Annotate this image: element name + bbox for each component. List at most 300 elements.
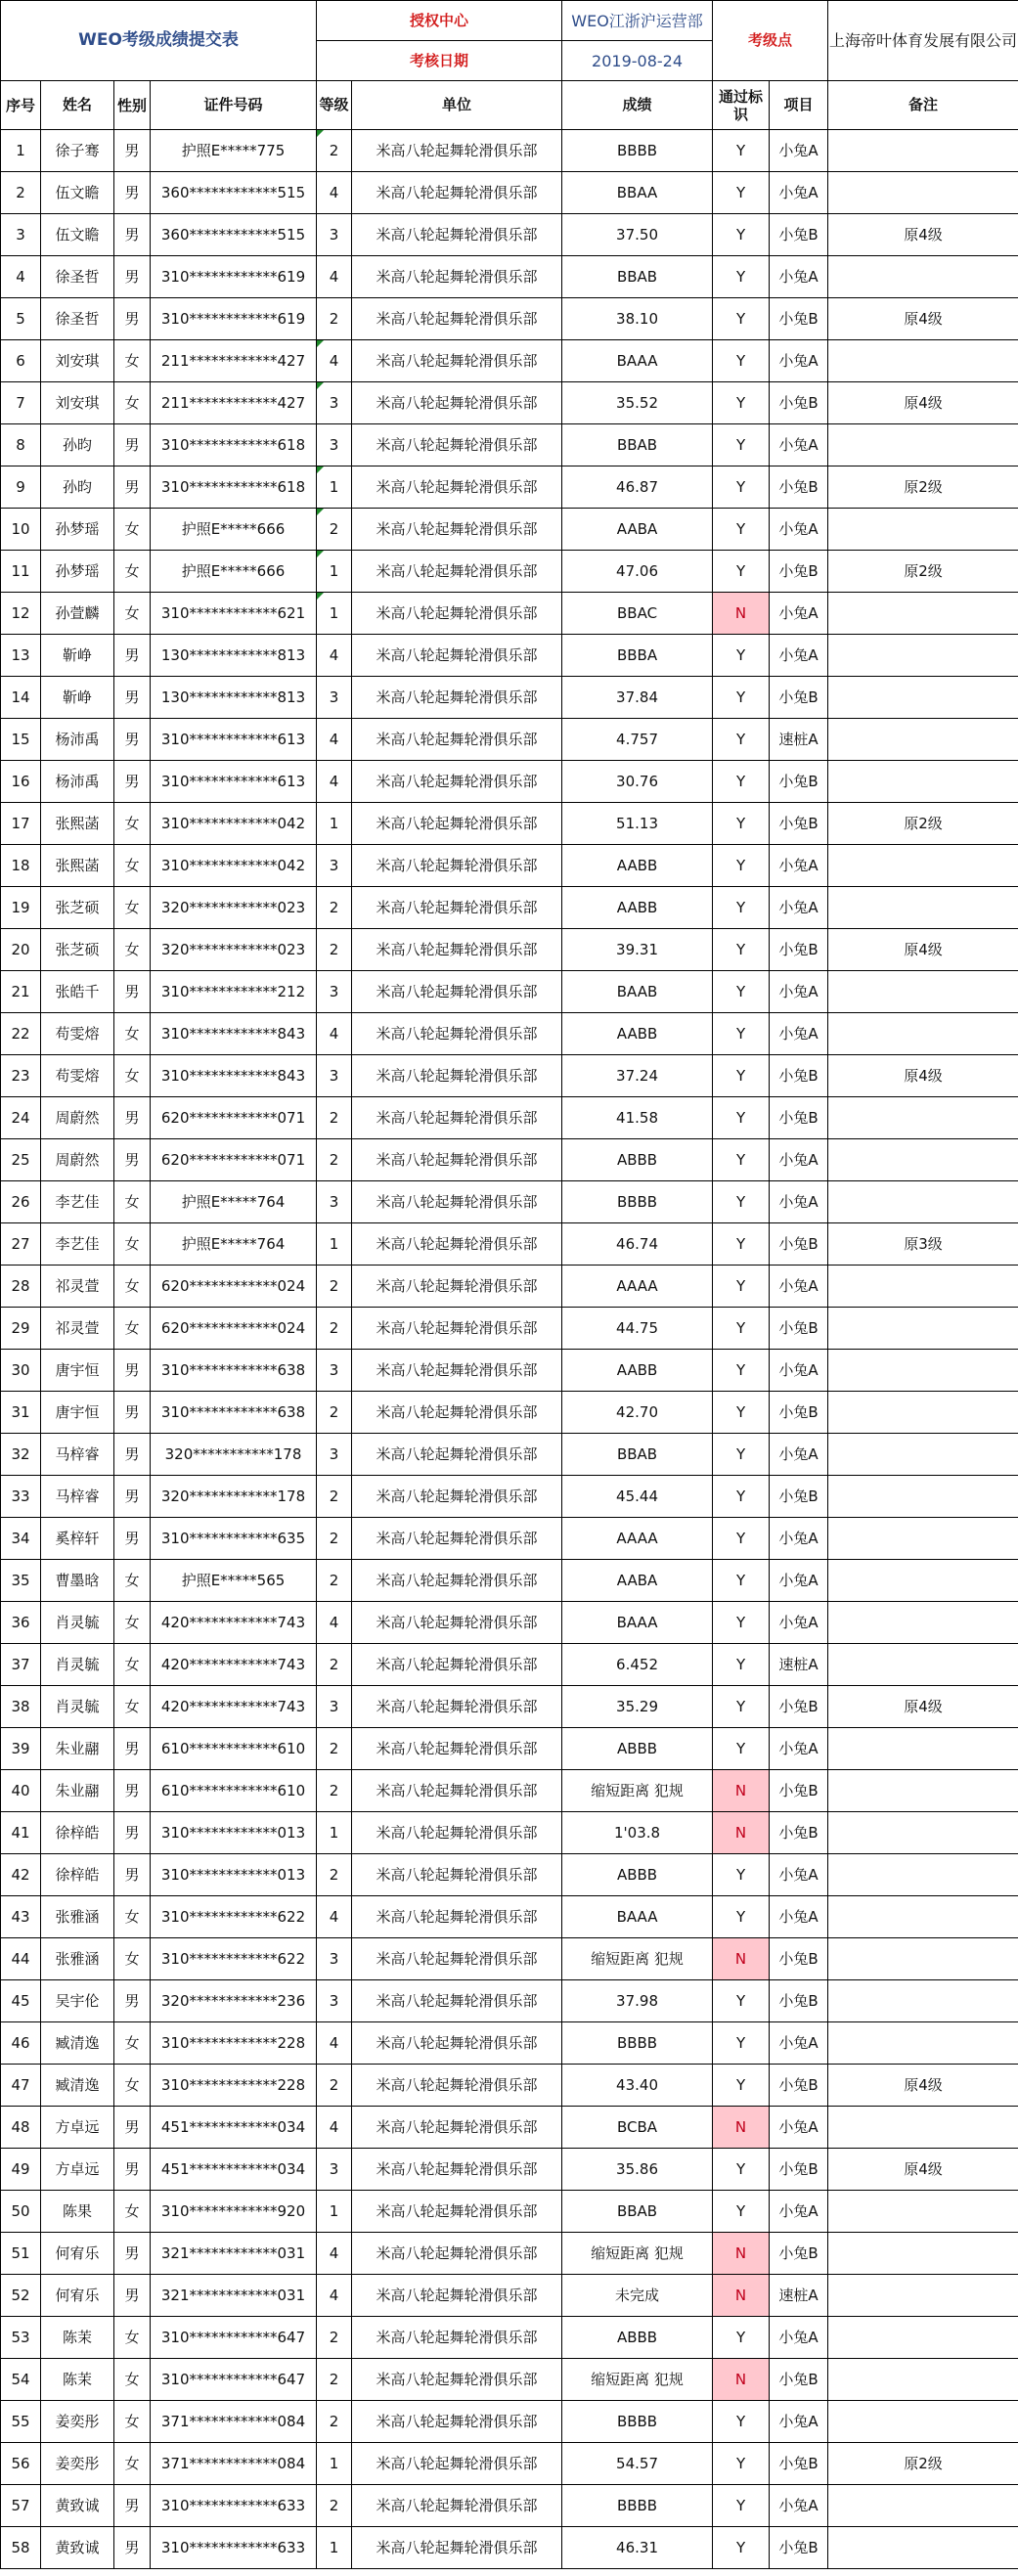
row-pass: N — [713, 2275, 770, 2317]
row-score: 37.84 — [562, 677, 713, 719]
row-score: AABB — [562, 1350, 713, 1392]
row-id: 310************920 — [151, 2191, 317, 2233]
row-note — [828, 2275, 1018, 2317]
row-name: 马梓睿 — [41, 1476, 114, 1518]
row-gender: 男 — [114, 2275, 151, 2317]
row-item: 小兔A — [770, 2401, 828, 2443]
row-gender: 女 — [114, 2359, 151, 2401]
row-unit: 米高八轮起舞轮滑俱乐部 — [352, 2401, 562, 2443]
row-name: 张芝硕 — [41, 887, 114, 929]
auth-center-label: 授权中心 — [317, 1, 562, 41]
table-row — [1, 130, 1018, 172]
table-row — [1, 593, 1018, 635]
row-pass: N — [713, 1938, 770, 1980]
row-id: 320************236 — [151, 1980, 317, 2022]
row-score: BBAB — [562, 1434, 713, 1476]
row-unit: 米高八轮起舞轮滑俱乐部 — [352, 593, 562, 635]
table-row — [1, 424, 1018, 466]
row-no: 40 — [1, 1770, 41, 1812]
row-name: 刘安琪 — [41, 340, 114, 382]
row-pass: Y — [713, 719, 770, 761]
row-name: 黄致诚 — [41, 2527, 114, 2569]
row-unit: 米高八轮起舞轮滑俱乐部 — [352, 887, 562, 929]
row-item: 小兔A — [770, 1139, 828, 1181]
row-note — [828, 1181, 1018, 1223]
row-no: 34 — [1, 1518, 41, 1560]
row-name: 周蔚然 — [41, 1097, 114, 1139]
row-name: 刘安琪 — [41, 382, 114, 424]
row-name: 周蔚然 — [41, 1139, 114, 1181]
row-score: 37.50 — [562, 214, 713, 256]
row-item: 小兔B — [770, 1812, 828, 1854]
row-score: AAAA — [562, 1518, 713, 1560]
row-name: 吴宇伦 — [41, 1980, 114, 2022]
row-no: 43 — [1, 1896, 41, 1938]
row-level: 2 — [317, 298, 352, 340]
row-id: 310************633 — [151, 2527, 317, 2569]
row-no: 39 — [1, 1728, 41, 1770]
row-name: 靳峥 — [41, 635, 114, 677]
table-row — [1, 1308, 1018, 1350]
row-pass: Y — [713, 677, 770, 719]
row-id: 130************813 — [151, 635, 317, 677]
row-note: 原4级 — [828, 929, 1018, 971]
column-header-row — [1, 81, 1018, 130]
row-gender: 男 — [114, 256, 151, 298]
row-gender: 男 — [114, 719, 151, 761]
row-item: 小兔A — [770, 2191, 828, 2233]
row-level: 2 — [317, 509, 352, 551]
row-level: 2 — [317, 130, 352, 172]
table-row — [1, 2485, 1018, 2527]
row-id: 310************633 — [151, 2485, 317, 2527]
row-note — [828, 887, 1018, 929]
row-no: 33 — [1, 1476, 41, 1518]
row-id: 320************023 — [151, 929, 317, 971]
row-pass: Y — [713, 1392, 770, 1434]
row-gender: 女 — [114, 2317, 151, 2359]
row-item: 小兔A — [770, 2022, 828, 2065]
row-no: 41 — [1, 1812, 41, 1854]
row-level: 2 — [317, 1308, 352, 1350]
row-gender: 女 — [114, 1181, 151, 1223]
row-name: 伍文瞻 — [41, 214, 114, 256]
row-level: 4 — [317, 719, 352, 761]
row-item: 小兔A — [770, 593, 828, 635]
row-name: 黄致诚 — [41, 2485, 114, 2527]
row-level: 3 — [317, 1938, 352, 1980]
row-note: 原4级 — [828, 2149, 1018, 2191]
row-pass: Y — [713, 551, 770, 593]
row-no: 28 — [1, 1266, 41, 1308]
row-score: ABBB — [562, 1139, 713, 1181]
row-gender: 男 — [114, 677, 151, 719]
row-unit: 米高八轮起舞轮滑俱乐部 — [352, 1181, 562, 1223]
row-id: 420************743 — [151, 1644, 317, 1686]
row-name: 陈果 — [41, 2191, 114, 2233]
row-level: 1 — [317, 2191, 352, 2233]
table-row — [1, 803, 1018, 845]
row-gender: 女 — [114, 845, 151, 887]
row-unit: 米高八轮起舞轮滑俱乐部 — [352, 1434, 562, 1476]
row-note — [828, 1518, 1018, 1560]
row-id: 310************843 — [151, 1013, 317, 1055]
row-score: 未完成 — [562, 2275, 713, 2317]
row-level: 2 — [317, 1097, 352, 1139]
row-score: BBBA — [562, 635, 713, 677]
row-gender: 女 — [114, 929, 151, 971]
row-no: 35 — [1, 1560, 41, 1602]
row-pass: Y — [713, 2485, 770, 2527]
row-level: 2 — [317, 1266, 352, 1308]
row-pass: Y — [713, 1055, 770, 1097]
row-gender: 男 — [114, 1518, 151, 1560]
row-id: 310************042 — [151, 845, 317, 887]
row-score: 35.29 — [562, 1686, 713, 1728]
row-item: 小兔A — [770, 1560, 828, 1602]
table-row — [1, 382, 1018, 424]
row-pass: N — [713, 2359, 770, 2401]
row-note — [828, 1350, 1018, 1392]
row-gender: 女 — [114, 1055, 151, 1097]
row-no: 44 — [1, 1938, 41, 1980]
row-pass: Y — [713, 130, 770, 172]
row-score: 54.57 — [562, 2443, 713, 2485]
table-row — [1, 298, 1018, 340]
row-level: 3 — [317, 1980, 352, 2022]
row-score: 45.44 — [562, 1476, 713, 1518]
row-unit: 米高八轮起舞轮滑俱乐部 — [352, 466, 562, 509]
row-level: 4 — [317, 635, 352, 677]
row-no: 19 — [1, 887, 41, 929]
row-pass: Y — [713, 1434, 770, 1476]
table-row — [1, 1812, 1018, 1854]
row-unit: 米高八轮起舞轮滑俱乐部 — [352, 2149, 562, 2191]
row-unit: 米高八轮起舞轮滑俱乐部 — [352, 1560, 562, 1602]
row-no: 27 — [1, 1223, 41, 1266]
row-name: 肖灵毓 — [41, 1686, 114, 1728]
row-no: 7 — [1, 382, 41, 424]
row-id: 310************619 — [151, 298, 317, 340]
exam-site-value: 上海帝叶体育发展有限公司 — [828, 1, 1018, 81]
row-gender: 女 — [114, 1013, 151, 1055]
row-no: 56 — [1, 2443, 41, 2485]
row-name: 陈茉 — [41, 2359, 114, 2401]
row-no: 48 — [1, 2107, 41, 2149]
row-level: 4 — [317, 761, 352, 803]
row-item: 速桩A — [770, 1644, 828, 1686]
row-no: 32 — [1, 1434, 41, 1476]
table-row — [1, 2149, 1018, 2191]
row-unit: 米高八轮起舞轮滑俱乐部 — [352, 1770, 562, 1812]
row-id: 371************084 — [151, 2443, 317, 2485]
row-gender: 女 — [114, 2191, 151, 2233]
row-id: 451************034 — [151, 2149, 317, 2191]
row-score: BAAA — [562, 1602, 713, 1644]
row-note — [828, 2022, 1018, 2065]
row-level: 1 — [317, 1223, 352, 1266]
row-id: 310************212 — [151, 971, 317, 1013]
row-note: 原2级 — [828, 803, 1018, 845]
row-pass: Y — [713, 2022, 770, 2065]
row-item: 小兔A — [770, 845, 828, 887]
row-id: 310************618 — [151, 424, 317, 466]
row-level: 1 — [317, 803, 352, 845]
row-item: 小兔B — [770, 1223, 828, 1266]
table-row — [1, 2317, 1018, 2359]
row-gender: 女 — [114, 803, 151, 845]
row-pass: Y — [713, 1266, 770, 1308]
row-gender: 女 — [114, 1223, 151, 1266]
row-item: 小兔B — [770, 1308, 828, 1350]
row-score: BBAC — [562, 593, 713, 635]
row-name: 曹墨晗 — [41, 1560, 114, 1602]
row-unit: 米高八轮起舞轮滑俱乐部 — [352, 1266, 562, 1308]
row-pass: Y — [713, 1350, 770, 1392]
row-pass: Y — [713, 1728, 770, 1770]
row-name: 李艺佳 — [41, 1181, 114, 1223]
row-no: 1 — [1, 130, 41, 172]
row-name: 祁灵萱 — [41, 1266, 114, 1308]
row-name: 张雅涵 — [41, 1938, 114, 1980]
row-unit: 米高八轮起舞轮滑俱乐部 — [352, 2485, 562, 2527]
row-score: 38.10 — [562, 298, 713, 340]
row-pass: Y — [713, 172, 770, 214]
row-no: 57 — [1, 2485, 41, 2527]
row-score: 46.31 — [562, 2527, 713, 2569]
row-note: 原4级 — [828, 214, 1018, 256]
row-score: 43.40 — [562, 2065, 713, 2107]
row-unit: 米高八轮起舞轮滑俱乐部 — [352, 424, 562, 466]
row-pass: Y — [713, 2401, 770, 2443]
row-id: 310************635 — [151, 1518, 317, 1560]
row-level: 3 — [317, 424, 352, 466]
table-row — [1, 2233, 1018, 2275]
row-note — [828, 1266, 1018, 1308]
row-name: 张熙菡 — [41, 803, 114, 845]
row-score: 1'03.8 — [562, 1812, 713, 1854]
row-pass: Y — [713, 2317, 770, 2359]
row-no: 22 — [1, 1013, 41, 1055]
row-id: 护照E*****764 — [151, 1181, 317, 1223]
table-row — [1, 551, 1018, 593]
row-unit: 米高八轮起舞轮滑俱乐部 — [352, 719, 562, 761]
table-row — [1, 2107, 1018, 2149]
row-unit: 米高八轮起舞轮滑俱乐部 — [352, 256, 562, 298]
row-level: 3 — [317, 1055, 352, 1097]
row-unit: 米高八轮起舞轮滑俱乐部 — [352, 1980, 562, 2022]
row-name: 何宥乐 — [41, 2233, 114, 2275]
table-row — [1, 929, 1018, 971]
row-gender: 男 — [114, 130, 151, 172]
row-id: 310************647 — [151, 2317, 317, 2359]
row-pass: Y — [713, 1518, 770, 1560]
row-score: 35.52 — [562, 382, 713, 424]
table-row — [1, 1434, 1018, 1476]
row-item: 小兔A — [770, 256, 828, 298]
table-title: WEO考级成绩提交表 — [1, 1, 317, 81]
row-no: 55 — [1, 2401, 41, 2443]
table-row — [1, 1055, 1018, 1097]
row-score: 缩短距离 犯规 — [562, 1770, 713, 1812]
row-note — [828, 1728, 1018, 1770]
row-no: 25 — [1, 1139, 41, 1181]
row-name: 孙梦瑶 — [41, 551, 114, 593]
row-score: 30.76 — [562, 761, 713, 803]
row-no: 8 — [1, 424, 41, 466]
row-pass: Y — [713, 382, 770, 424]
row-id: 护照E*****666 — [151, 509, 317, 551]
row-no: 51 — [1, 2233, 41, 2275]
row-item: 小兔B — [770, 1097, 828, 1139]
row-score: 35.86 — [562, 2149, 713, 2191]
row-note — [828, 2527, 1018, 2569]
row-no: 31 — [1, 1392, 41, 1434]
row-id: 310************618 — [151, 466, 317, 509]
row-gender: 女 — [114, 1686, 151, 1728]
row-unit: 米高八轮起舞轮滑俱乐部 — [352, 2317, 562, 2359]
row-item: 小兔A — [770, 635, 828, 677]
row-name: 肖灵毓 — [41, 1644, 114, 1686]
row-unit: 米高八轮起舞轮滑俱乐部 — [352, 130, 562, 172]
row-item: 小兔A — [770, 1181, 828, 1223]
row-note — [828, 677, 1018, 719]
row-unit: 米高八轮起舞轮滑俱乐部 — [352, 2527, 562, 2569]
row-id: 620************071 — [151, 1097, 317, 1139]
row-pass: N — [713, 2233, 770, 2275]
row-level: 1 — [317, 593, 352, 635]
row-gender: 男 — [114, 298, 151, 340]
table-row — [1, 214, 1018, 256]
row-item: 小兔B — [770, 2065, 828, 2107]
row-note — [828, 2359, 1018, 2401]
row-score: BBAA — [562, 172, 713, 214]
row-pass: Y — [713, 1139, 770, 1181]
row-no: 36 — [1, 1602, 41, 1644]
row-name: 孙梦瑶 — [41, 509, 114, 551]
col-header-level: 等级 — [317, 81, 352, 130]
row-score: BBBB — [562, 130, 713, 172]
row-item: 小兔B — [770, 2443, 828, 2485]
row-score: 41.58 — [562, 1097, 713, 1139]
row-note — [828, 1097, 1018, 1139]
col-header-pass: 通过标识 — [713, 81, 770, 130]
table-row — [1, 2275, 1018, 2317]
row-id: 310************042 — [151, 803, 317, 845]
row-name: 孙萱麟 — [41, 593, 114, 635]
row-pass: Y — [713, 803, 770, 845]
row-id: 320************178 — [151, 1476, 317, 1518]
row-level: 2 — [317, 929, 352, 971]
row-item: 小兔B — [770, 1686, 828, 1728]
row-unit: 米高八轮起舞轮滑俱乐部 — [352, 1602, 562, 1644]
table-row — [1, 719, 1018, 761]
row-pass: Y — [713, 256, 770, 298]
row-note: 原4级 — [828, 1055, 1018, 1097]
row-item: 小兔B — [770, 1938, 828, 1980]
row-item: 小兔B — [770, 677, 828, 719]
row-gender: 男 — [114, 1476, 151, 1518]
row-score: BAAB — [562, 971, 713, 1013]
row-unit: 米高八轮起舞轮滑俱乐部 — [352, 2233, 562, 2275]
row-unit: 米高八轮起舞轮滑俱乐部 — [352, 803, 562, 845]
row-note — [828, 1770, 1018, 1812]
row-level: 3 — [317, 845, 352, 887]
row-id: 310************613 — [151, 761, 317, 803]
row-score: 51.13 — [562, 803, 713, 845]
table-row — [1, 1476, 1018, 1518]
row-pass: Y — [713, 887, 770, 929]
row-score: AABB — [562, 887, 713, 929]
table-row — [1, 845, 1018, 887]
row-item: 小兔B — [770, 214, 828, 256]
row-gender: 女 — [114, 2401, 151, 2443]
row-score: 46.87 — [562, 466, 713, 509]
table-row — [1, 2191, 1018, 2233]
row-id: 310************622 — [151, 1896, 317, 1938]
row-id: 护照E*****764 — [151, 1223, 317, 1266]
row-pass: Y — [713, 1686, 770, 1728]
row-level: 2 — [317, 1392, 352, 1434]
row-no: 45 — [1, 1980, 41, 2022]
row-score: ABBB — [562, 1854, 713, 1896]
row-no: 17 — [1, 803, 41, 845]
row-item: 小兔A — [770, 887, 828, 929]
row-id: 310************228 — [151, 2022, 317, 2065]
row-name: 张熙菡 — [41, 845, 114, 887]
table-row — [1, 1560, 1018, 1602]
row-id: 310************013 — [151, 1812, 317, 1854]
row-level: 2 — [317, 1770, 352, 1812]
row-gender: 女 — [114, 1602, 151, 1644]
row-pass: Y — [713, 2149, 770, 2191]
col-header-name: 姓名 — [41, 81, 114, 130]
table-row — [1, 509, 1018, 551]
row-id: 620************024 — [151, 1266, 317, 1308]
row-item: 小兔A — [770, 424, 828, 466]
row-no: 52 — [1, 2275, 41, 2317]
row-name: 臧清逸 — [41, 2022, 114, 2065]
row-no: 11 — [1, 551, 41, 593]
row-note — [828, 1560, 1018, 1602]
row-no: 26 — [1, 1181, 41, 1223]
row-score: BBAB — [562, 256, 713, 298]
row-note — [828, 2317, 1018, 2359]
row-unit: 米高八轮起舞轮滑俱乐部 — [352, 1308, 562, 1350]
row-id: 360************515 — [151, 214, 317, 256]
row-no: 38 — [1, 1686, 41, 1728]
row-name: 张皓千 — [41, 971, 114, 1013]
row-id: 321************031 — [151, 2275, 317, 2317]
row-unit: 米高八轮起舞轮滑俱乐部 — [352, 2065, 562, 2107]
row-level: 2 — [317, 1728, 352, 1770]
row-level: 3 — [317, 1686, 352, 1728]
row-pass: Y — [713, 1602, 770, 1644]
row-no: 15 — [1, 719, 41, 761]
row-note — [828, 761, 1018, 803]
table-row — [1, 1181, 1018, 1223]
exam-date-value: 2019-08-24 — [562, 41, 713, 81]
row-name: 臧清逸 — [41, 2065, 114, 2107]
row-item: 小兔B — [770, 298, 828, 340]
row-note — [828, 1308, 1018, 1350]
row-level: 1 — [317, 2443, 352, 2485]
row-no: 20 — [1, 929, 41, 971]
row-id: 320***********178 — [151, 1434, 317, 1476]
row-name: 朱业翮 — [41, 1728, 114, 1770]
row-unit: 米高八轮起舞轮滑俱乐部 — [352, 340, 562, 382]
row-pass: Y — [713, 1560, 770, 1602]
